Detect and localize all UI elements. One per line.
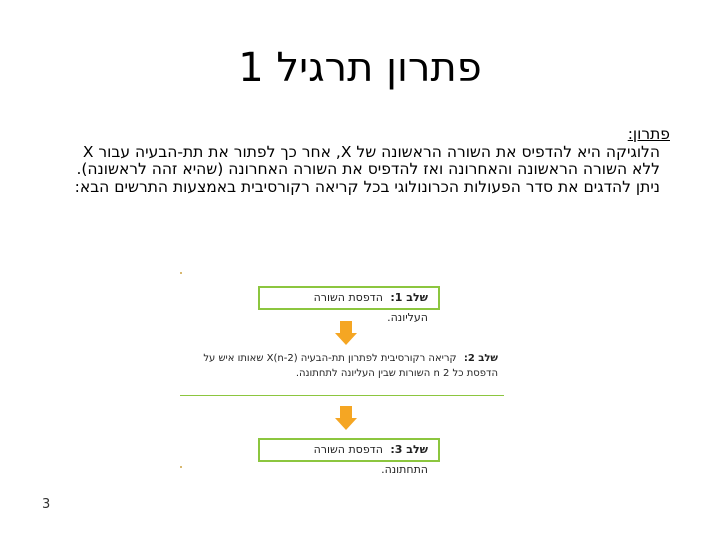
step-2-block	[180, 348, 504, 396]
diagram-corner-mark	[180, 466, 182, 468]
step-1-label: שלב 1:	[390, 291, 428, 304]
step-3-label: שלב 3:	[390, 443, 428, 456]
solution-label: פתרון:	[627, 125, 670, 143]
solution-text	[50, 126, 670, 196]
slide-title: פתרון תרגיל 1	[238, 45, 482, 91]
step-3-text: הדפסת השורה התחתונה.	[313, 443, 428, 476]
step-2-label: שלב 2:	[463, 353, 498, 364]
page-number: 3	[42, 497, 51, 512]
step-1-text: הדפסת השורה העליונה.	[313, 291, 428, 324]
step-2-text: קריאה רקורסיבית לפתרון תת-הבעיה (n-2)X שאותו איש על הדפסת כל 2 n השורות שבין העליונה לתחתונה.	[203, 353, 498, 379]
diagram-corner-mark	[180, 272, 182, 274]
step-1-box	[258, 286, 440, 324]
step-3-box	[258, 438, 440, 476]
down-arrow-icon	[335, 321, 357, 345]
solution-paragraph-1: הלוגיקה היא להדפיס את השורה הראשונה של X, אחר כך לפתור את תת-הבעיה עבור X ללא השורה הראשונה והאחרונה ואז להדפיס את השורה האחרונה (שהיא זהה לראשונה).	[76, 142, 660, 178]
down-arrow-icon	[335, 406, 357, 430]
solution-paragraph-2: ניתן להדגים את סדר הפעולות הכרונולוגי בכל קריאה רקורסיבית באמצעות התרשים הבא:	[74, 177, 660, 196]
